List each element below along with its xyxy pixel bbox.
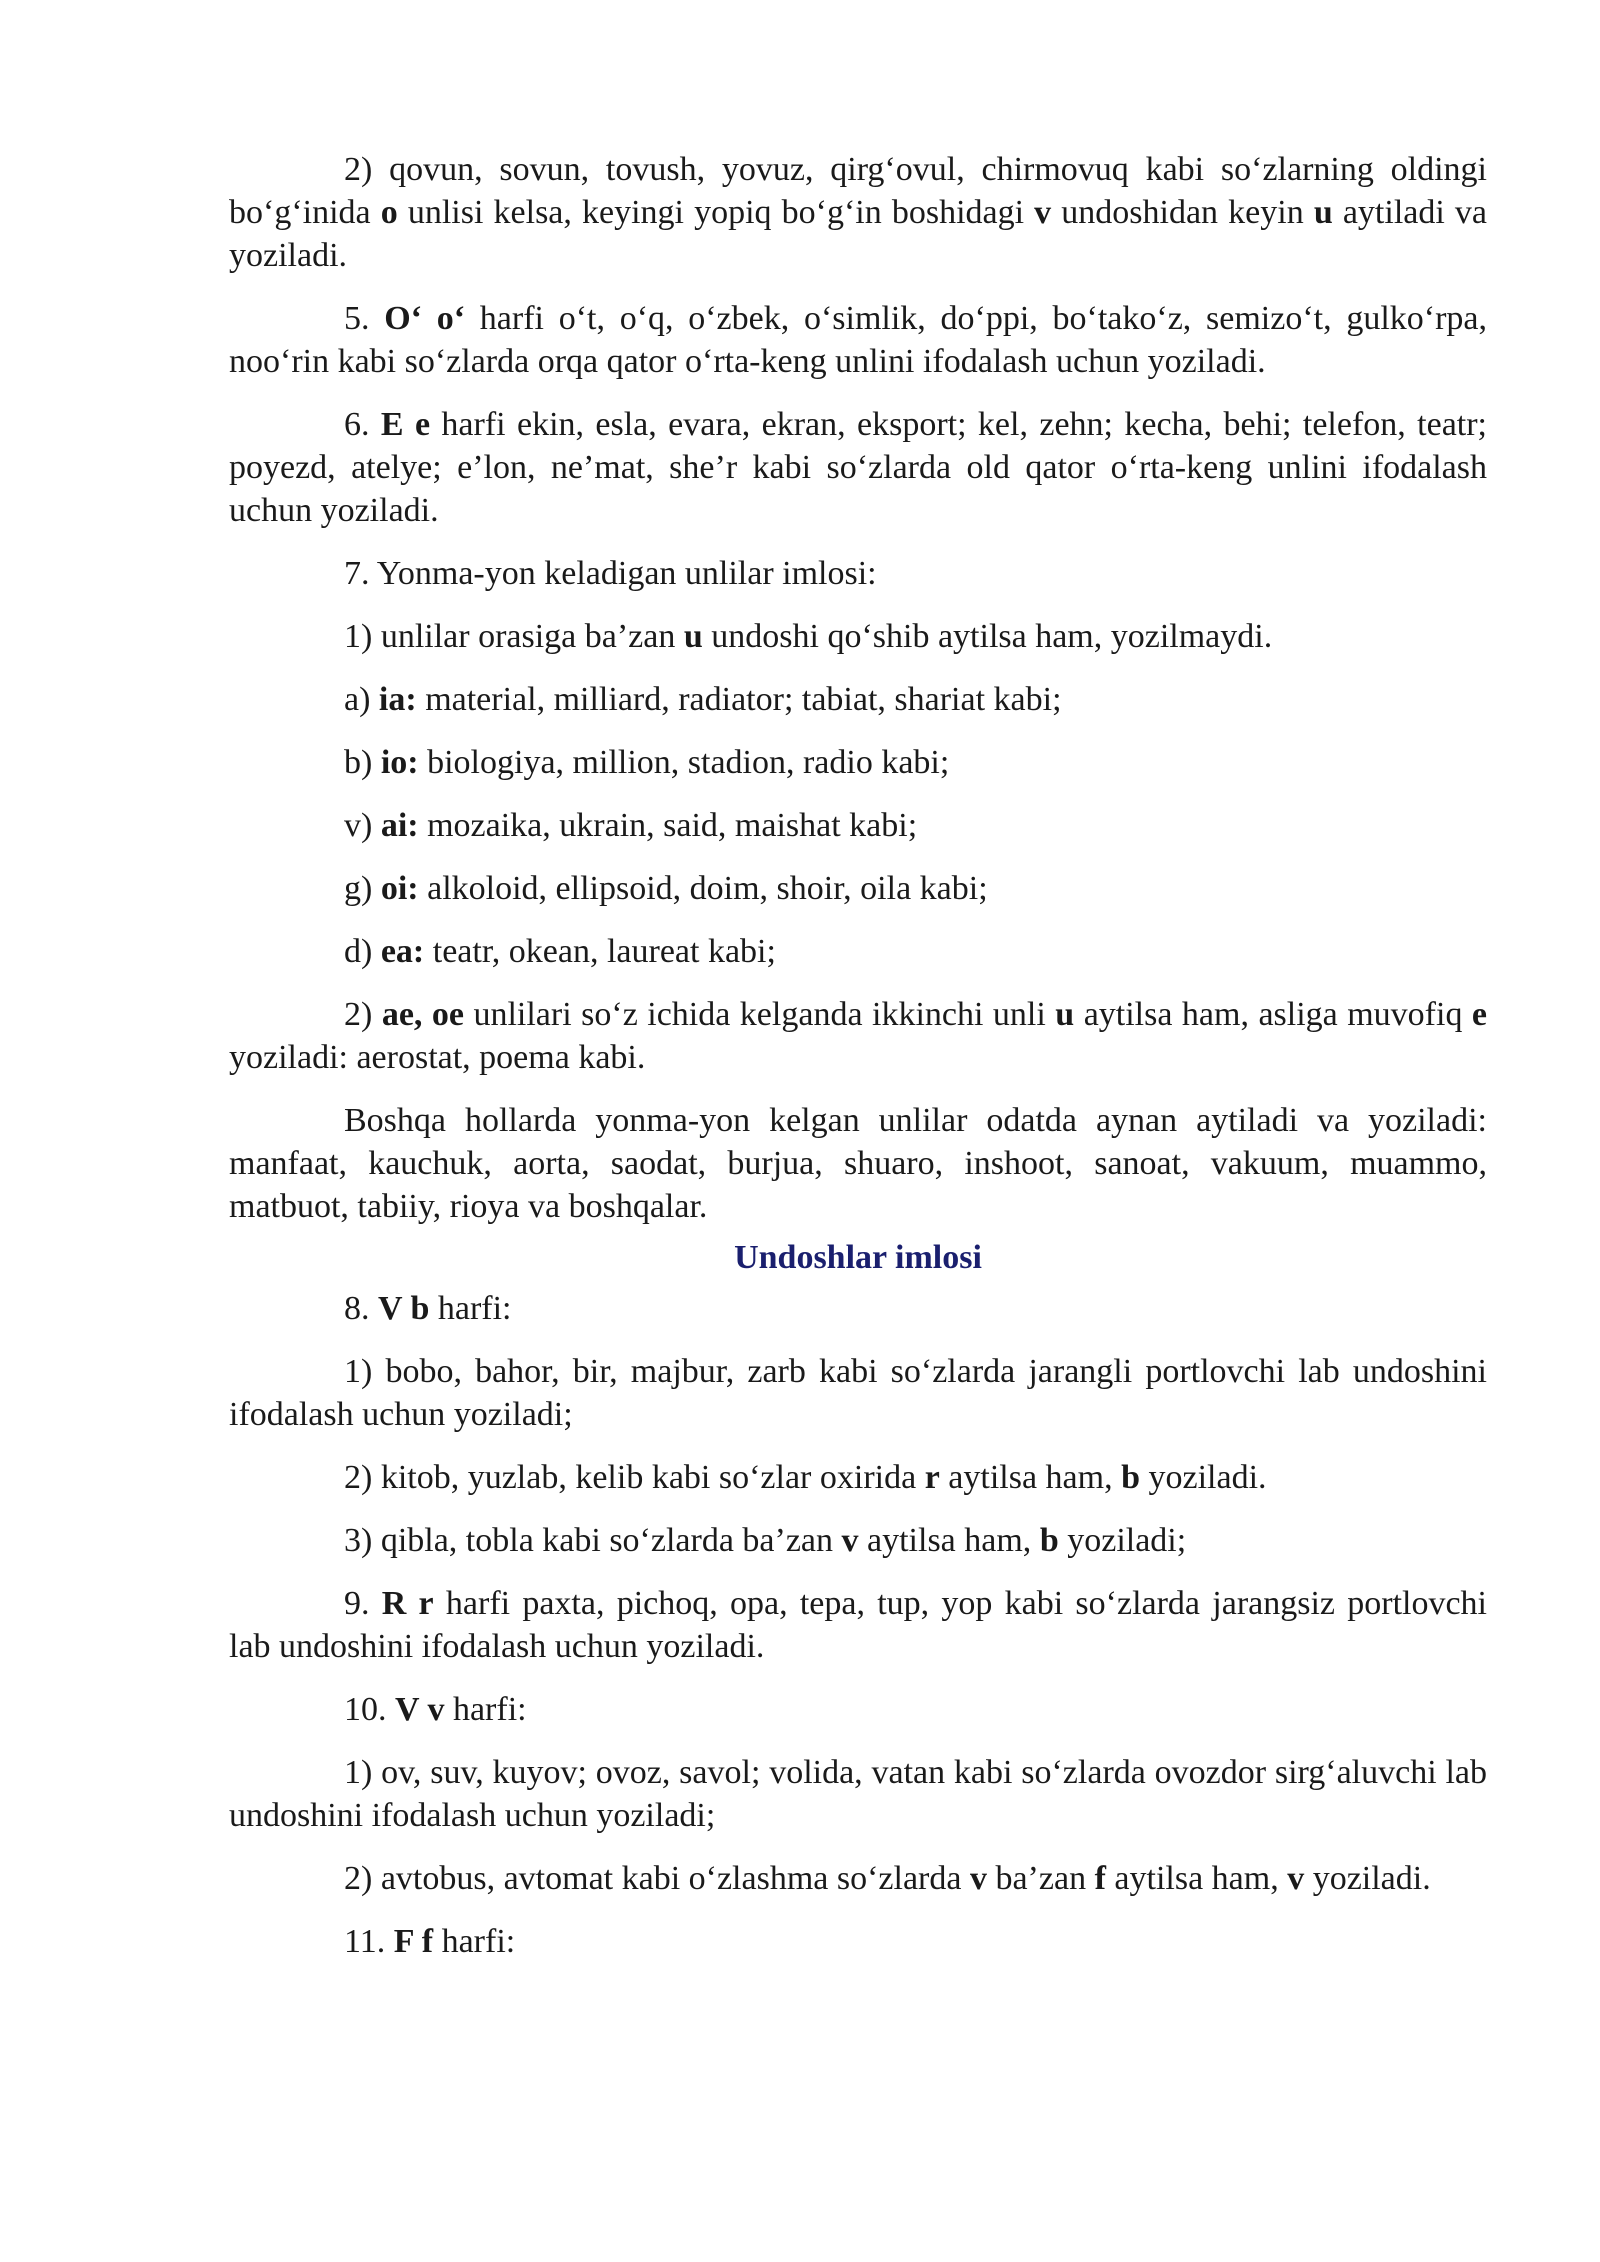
paragraph-rule-7-2: [229, 993, 1487, 1079]
bold-letter: f: [1094, 1860, 1106, 1897]
text: aytilsa ham, asliga muvofiq: [1074, 996, 1472, 1033]
text: mozaika, ukrain, said, maishat kabi;: [418, 807, 918, 844]
paragraph-rule-10: [229, 1688, 1487, 1731]
bold-letter: v: [1034, 194, 1052, 231]
paragraph-rule-9: [229, 1582, 1487, 1668]
text: aytilsa ham,: [1105, 1860, 1288, 1897]
text: 2) qovun, sovun, tovush, yovuz, qirg‘ovul, chirmovuq kabi so‘zlarning oldingi bo‘g‘inida: [229, 151, 1487, 231]
text: 1) unlilar orasiga ba’zan: [344, 618, 684, 655]
text: undoshidan keyin: [1051, 194, 1314, 231]
paragraph-rule-8: [229, 1287, 1487, 1330]
text: yoziladi.: [1304, 1860, 1431, 1897]
bold-letter: r: [924, 1459, 940, 1496]
list-item-g: [229, 867, 1487, 910]
paragraph-rule-8-1: [229, 1350, 1487, 1436]
paragraph-rule-10-1: [229, 1751, 1487, 1837]
paragraph-rule-6: [229, 403, 1487, 532]
bold-letter: ia:: [378, 681, 417, 718]
list-item-a: [229, 678, 1487, 721]
text: harfi paxta, pichoq, opa, tepa, tup, yop kabi so‘zlarda jarangsiz portlovchi lab undoshini ifodalash uchun yoziladi.: [229, 1585, 1487, 1665]
bold-letter: R r: [381, 1585, 434, 1622]
paragraph-rule-11: [229, 1920, 1487, 1963]
list-item-v: [229, 804, 1487, 847]
text: 10.: [344, 1691, 395, 1728]
text: 11.: [344, 1923, 394, 1960]
bold-letter: u: [1055, 996, 1075, 1033]
bold-letter: F f: [393, 1923, 434, 1960]
bold-letter: u: [683, 618, 703, 655]
text: d): [344, 933, 381, 970]
text: harfi:: [433, 1923, 516, 1960]
section-heading: Undoshlar imlosi: [734, 1239, 982, 1276]
paragraph-other-cases: [229, 1099, 1487, 1228]
text: harfi o‘t, o‘q, o‘zbek, o‘simlik, do‘ppi, bo‘tako‘z, semizo‘t, gulko‘rpa, noo‘rin kabi so‘zlarda orqa qator o‘rta-keng unlini ifodalash uchun yoziladi.: [229, 300, 1488, 380]
paragraph-rule-5: [229, 297, 1487, 383]
list-item-d: [229, 930, 1487, 973]
bold-letter: ae, oe: [381, 996, 464, 1033]
paragraph-rule-10-2: [229, 1857, 1487, 1900]
text: a): [344, 681, 379, 718]
bold-letter: E e: [380, 406, 431, 443]
list-item-b: [229, 741, 1487, 784]
bold-letter: V v: [395, 1691, 445, 1728]
bold-letter: v: [1287, 1860, 1305, 1897]
paragraph-rule-4-2: [229, 148, 1487, 277]
text: ba’zan: [986, 1860, 1095, 1897]
text: 6.: [344, 406, 381, 443]
bold-letter: e: [1471, 996, 1488, 1033]
text: material, milliard, radiator; tabiat, shariat kabi;: [416, 681, 1062, 718]
text: yoziladi.: [1140, 1459, 1267, 1496]
text: unlisi kelsa, keyingi yopiq bo‘g‘in boshidagi: [397, 194, 1035, 231]
bold-letter: v: [969, 1860, 987, 1897]
text: teatr, okean, laureat kabi;: [424, 933, 776, 970]
paragraph-rule-7: [229, 552, 1487, 595]
text: 2): [344, 996, 382, 1033]
bold-letter: V b: [378, 1290, 430, 1327]
text: 8.: [344, 1290, 378, 1327]
bold-letter: v: [841, 1522, 859, 1559]
text: yoziladi: aerostat, poema kabi.: [229, 1039, 646, 1076]
document-page: [229, 148, 1487, 1983]
text: 1) ov, suv, kuyov; ovoz, savol; volida, vatan kabi so‘zlarda ovozdor sirg‘aluvchi lab undoshini ifodalash uchun yoziladi;: [229, 1754, 1487, 1834]
bold-letter: ea:: [380, 933, 425, 970]
text: yoziladi;: [1058, 1522, 1187, 1559]
bold-letter: o: [380, 194, 398, 231]
paragraph-rule-7-1: [229, 615, 1487, 658]
text: aytiladi va yoziladi.: [229, 194, 1488, 274]
text: g): [344, 870, 381, 907]
bold-letter: O‘ o‘: [384, 300, 466, 337]
text: 3) qibla, tobla kabi so‘zlarda ba’zan: [344, 1522, 842, 1559]
bold-letter: b: [1039, 1522, 1059, 1559]
text: alkoloid, ellipsoid, doim, shoir, oila kabi;: [418, 870, 988, 907]
text: harfi:: [429, 1290, 512, 1327]
text: b): [344, 744, 381, 781]
bold-letter: u: [1313, 194, 1333, 231]
text: 2) avtobus, avtomat kabi o‘zlashma so‘zlarda: [344, 1860, 970, 1897]
text: 9.: [344, 1585, 382, 1622]
bold-letter: ai:: [380, 807, 419, 844]
bold-letter: oi:: [380, 870, 419, 907]
text: harfi:: [444, 1691, 527, 1728]
text: harfi ekin, esla, evara, ekran, eksport; kel, zehn; kecha, behi; telefon, teatr; poyezd, atelye; e’lon, ne’mat, she’r kabi so‘zlarda old qator o‘rta-keng unlini ifodalash uchun yoziladi.: [229, 406, 1488, 529]
text: 7. Yonma-yon keladigan unlilar imlosi:: [344, 555, 877, 592]
text: Boshqa hollarda yonma-yon kelgan unlilar odatda aynan aytiladi va yoziladi: manfaat, kauchuk, aorta, saodat, burjua, shuaro, inshoot, sanoat, vakuum, muammo, matbuot, tabiiy, rioya va boshqalar.: [229, 1102, 1487, 1225]
paragraph-rule-8-2: [229, 1456, 1487, 1499]
bold-letter: io:: [380, 744, 419, 781]
text: biologiya, million, stadion, radio kabi;: [418, 744, 950, 781]
text: 5.: [344, 300, 385, 337]
text: 2) kitob, yuzlab, kelib kabi so‘zlar oxirida: [344, 1459, 925, 1496]
text: aytilsa ham,: [939, 1459, 1122, 1496]
text: aytilsa ham,: [858, 1522, 1040, 1559]
paragraph-rule-8-3: [229, 1519, 1487, 1562]
text: undoshi qo‘shib aytilsa ham, yozilmaydi.: [702, 618, 1273, 655]
text: 1) bobo, bahor, bir, majbur, zarb kabi so‘zlarda jarangli portlovchi lab undoshini ifodalash uchun yoziladi;: [229, 1353, 1487, 1433]
bold-letter: b: [1121, 1459, 1140, 1496]
text: v): [344, 807, 381, 844]
text: unlilari so‘z ichida kelganda ikkinchi unli: [463, 996, 1056, 1033]
